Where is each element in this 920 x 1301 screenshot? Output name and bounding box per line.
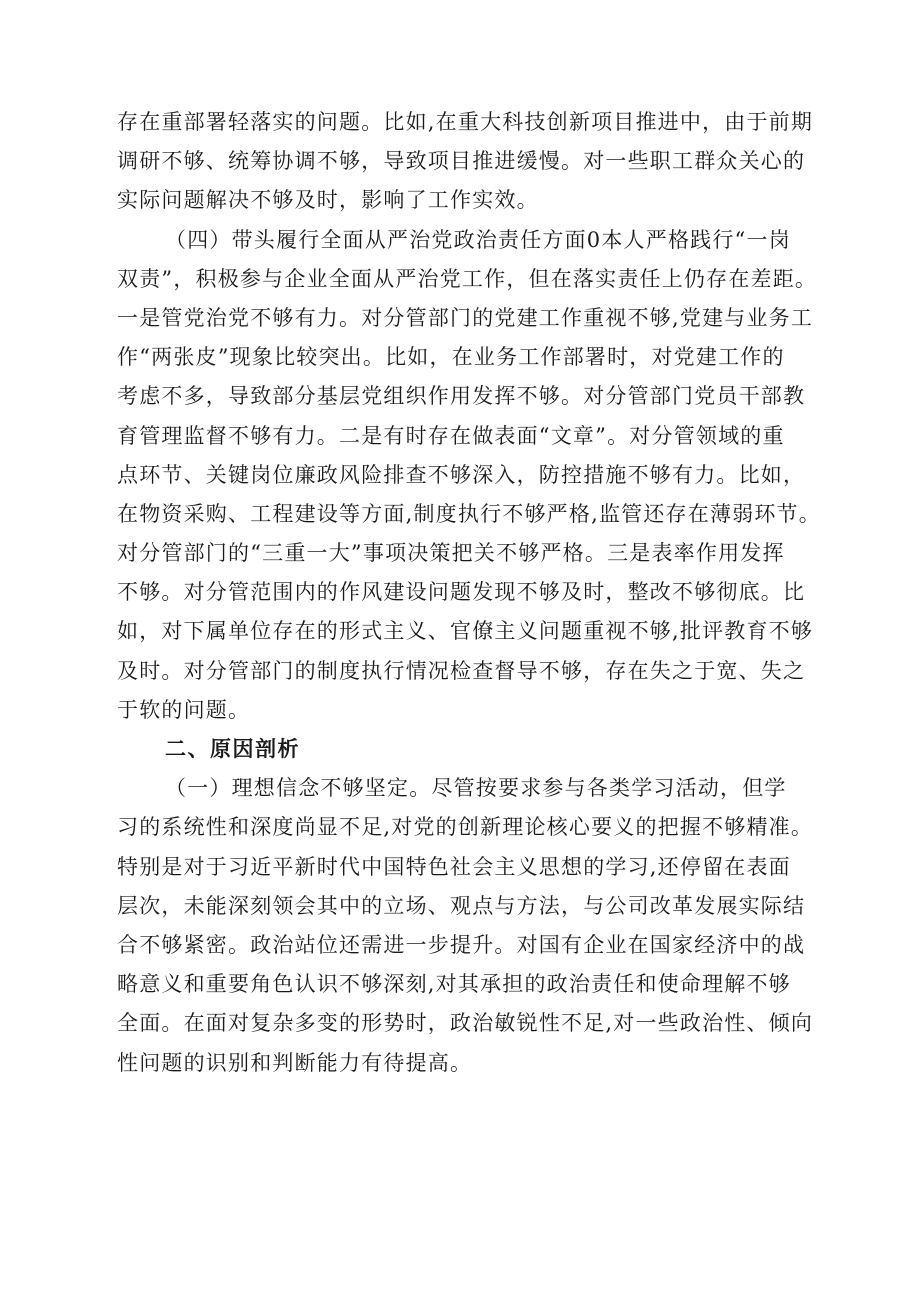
text-line: 如，对下属单位存在的形式主义、官僚主义问题重视不够,批评教育不够 xyxy=(117,619,814,644)
text-line: 不够。对分管范围内的作风建设问题发现不够及时，整改不够彻底。比 xyxy=(117,580,806,605)
text-line: 于软的问题。 xyxy=(117,697,251,722)
text-line: 实际问题解决不够及时，影响了工作实效。 xyxy=(117,188,539,213)
section-four-first-line: （四）带头履行全面从严治党政治责任方面0本人严格践行“一岗 xyxy=(165,227,791,252)
text-line: 对分管部门的“三重一大”事项决策把关不够严格。三是表率作用发挥 xyxy=(117,541,785,566)
text-line: 一是管党治党不够有力。对分管部门的党建工作重视不够,党建与业务工 xyxy=(117,305,814,330)
text-line: 习的系统性和深度尚显不足,对党的创新理论核心要义的把握不够精准。 xyxy=(117,815,814,840)
section-heading: 二、原因剖析 xyxy=(165,737,300,761)
text-line: 作“两张皮”现象比较突出。比如，在业务工作部署时，对党建工作的 xyxy=(117,345,785,370)
text-line: 全面。在面对复杂多变的形势时，政治敏锐性不足,对一些政治性、倾向 xyxy=(117,1011,814,1036)
text-line: 特别是对于习近平新时代中国特色社会主义思想的学习,还停留在表面 xyxy=(117,854,791,879)
text-line: 层次，未能深刻领会其中的立场、观点与方法，与公司改革发展实际结 xyxy=(117,893,806,918)
text-line: 调研不够、统筹协调不够，导致项目推进缓慢。对一些职工群众关心的 xyxy=(117,149,806,174)
text-line: 点环节、关键岗位廉政风险排查不够深入，防控措施不够有力。比如， xyxy=(117,462,806,487)
text-line: 考虑不多，导致部分基层党组织作用发挥不够。对分管部门党员干部教 xyxy=(117,384,806,409)
text-line: 及时。对分管部门的制度执行情况检查督导不够，存在失之于宽、失之 xyxy=(117,658,806,683)
document-body xyxy=(117,103,829,1083)
text-line: 育管理监督不够有力。二是有时存在做表面“文章”。对分管领域的重 xyxy=(117,423,785,448)
text-line: 合不够紧密。政治站位还需进一步提升。对国有企业在国家经济中的战 xyxy=(117,932,806,957)
text-line: 性问题的识别和判断能力有待提高。 xyxy=(117,1050,473,1075)
text-line: 双责”，积极参与企业全面从严治党工作，但在落实责任上仍存在差距。 xyxy=(117,266,818,291)
text-line: 存在重部署轻落实的问题。比如,在重大科技创新项目推进中，由于前期 xyxy=(117,110,814,134)
text-line: 略意义和重要角色认识不够深刻,对其承担的政治责任和使命理解不够 xyxy=(117,972,791,997)
subsection-one-first-line: （一）理想信念不够坚定。尽管按要求参与各类学习活动，但学 xyxy=(165,776,787,801)
text-line: 在物资采购、工程建设等方面,制度执行不够严格,监管还存在薄弱环节。 xyxy=(117,501,821,526)
